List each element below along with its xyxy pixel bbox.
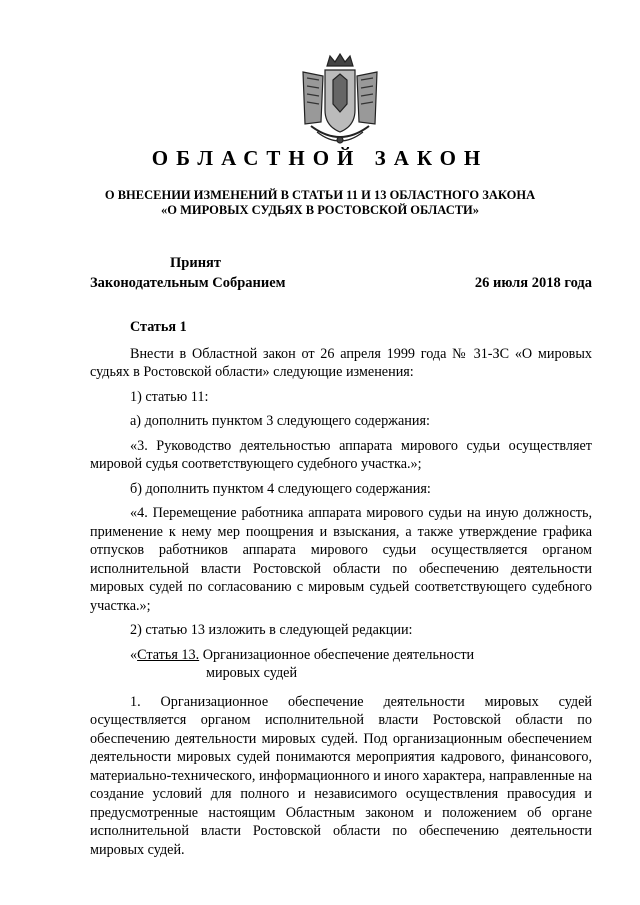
document-subtitle: [0, 188, 640, 218]
article-13-title-line-1: Организационное обеспечение деятельности: [202, 646, 475, 663]
subtitle-line-1: О ВНЕСЕНИИ ИЗМЕНЕНИЙ В СТАТЬИ 11 И 13 ОБЛАСТНОГО ЗАКОНА: [104, 188, 536, 202]
article-13-label: Статья 13.: [137, 646, 200, 663]
adoption-block: [90, 253, 590, 293]
adoption-label: Принят: [170, 255, 222, 271]
item-1b: б) дополнить пунктом 4 следующего содержания:: [130, 480, 431, 497]
item-1b-text: «4. Перемещение работника аппарата мирового судьи на иную должность, применение к нему мер поощрения и взыскания, а также утверждение графика отпусков работников аппарата мирового судьи осуществляется органом исполнительной власти Ростовской области по обеспечению деятельности мировых судей по согласованию с мировым судьей соответствующего судебного участка.»;: [90, 505, 592, 614]
item-1a: а) дополнить пунктом 3 следующего содержания:: [130, 413, 430, 429]
rostov-region-coat-of-arms-icon: [297, 52, 383, 152]
article-1-intro: Внести в Областной закон от 26 апреля 1999 года № 31-ЗС «О мировых судьях в Ростовской области» следующие изменения:: [90, 345, 592, 380]
item-1a-text: «3. Руководство деятельностью аппарата мирового судьи осуществляет мировой судья соответствующего судебного участка.»;: [90, 437, 592, 472]
document-body: [90, 318, 592, 865]
article-13-title-line-2: мировых судей: [206, 665, 298, 681]
document-title: ОБЛАСТНОЙ ЗАКОН: [151, 146, 489, 170]
subtitle-line-2: «О МИРОВЫХ СУДЬЯХ В РОСТОВСКОЙ ОБЛАСТИ»: [160, 203, 480, 217]
adopting-body: Законодательным Собранием: [90, 275, 286, 291]
adoption-date: 26 июля 2018 года: [474, 275, 592, 291]
item-2: 2) статью 13 изложить в следующей редакции:: [130, 622, 413, 638]
article-13-open-quote: «: [130, 646, 138, 663]
article-13-paragraph-1: 1. Организационное обеспечение деятельности мировых судей осуществляется органом исполнительной власти Ростовской области по обеспечению деятельности мировых судей. Под организационным обеспечением деятельности мировых судей понимаются мероприятия кадрового, финансового, материально-технического, информационного и иного характера, направленные на создание условий для полного и независимого осуществления правосудия и предусмотренные настоящим Областным законом и положением об органе исполнительной власти Ростовской области по обеспечению деятельности мировых судей.: [90, 693, 592, 858]
item-1: 1) статью 11:: [130, 388, 209, 405]
article-13-heading: [130, 646, 592, 683]
article-1-heading: Статья 1: [130, 319, 187, 335]
